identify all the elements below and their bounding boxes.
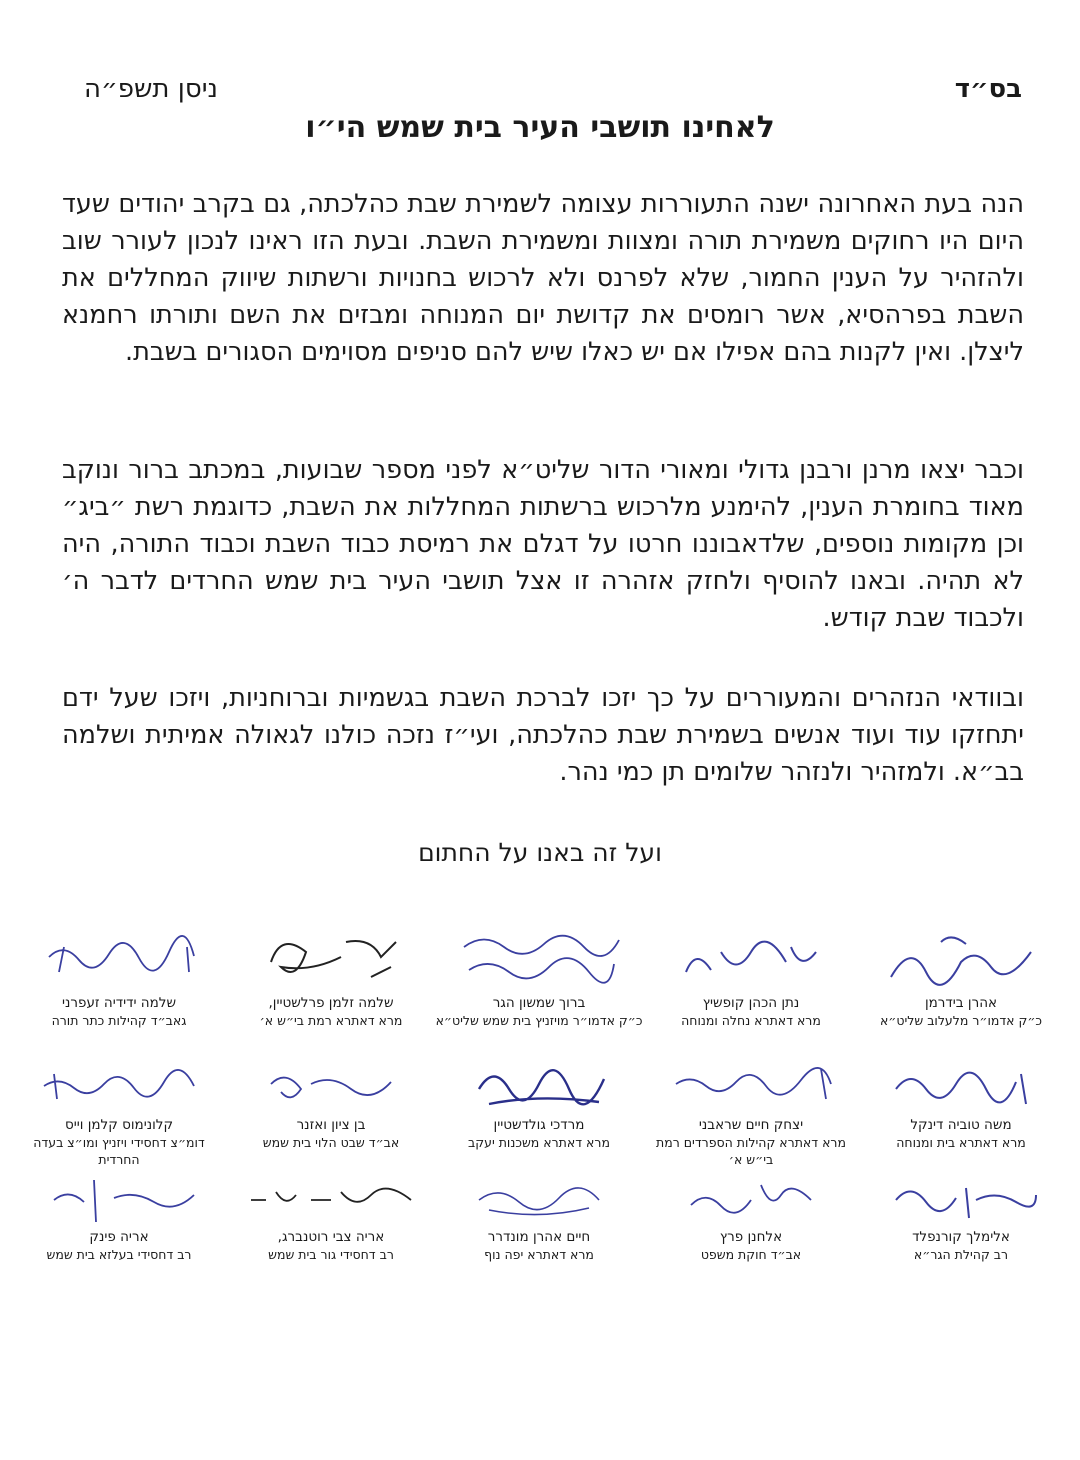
signatory (14, 1170, 224, 1263)
handwritten-signature (881, 1170, 1041, 1226)
signatory (434, 1054, 644, 1151)
signatory-name: שלמה ידידיה זעפרני (61, 995, 177, 1011)
signatory-role: מרא דאתרא רמת בי״ש א׳ (259, 1013, 403, 1028)
handwritten-signature (881, 922, 1041, 992)
handwritten-signature (251, 922, 411, 992)
closing-line: ועל זה באנו על החתום (418, 838, 662, 867)
signatory-role: מרא דאתרא נחלה ומנוחה (681, 1013, 821, 1028)
signatory (434, 1170, 644, 1263)
signatory-role: רב דחסידי גור בית שמש (268, 1247, 394, 1262)
signatory (14, 1054, 224, 1168)
signatory-role: אב״ד חוקת משפט (700, 1247, 802, 1262)
signatory (646, 1054, 856, 1168)
handwritten-signature (671, 922, 831, 992)
signatory-role: מרא דאתרא יפה נוף (484, 1247, 594, 1262)
signatory (226, 922, 436, 1029)
signatory-name: קלונימוס קלמן וייס (64, 1117, 174, 1133)
signatory-name: שלמה זלמן פרלשטיין, (268, 995, 394, 1011)
signatory-name: אלימלך קורנפלד (912, 1229, 1010, 1245)
signatory-name: מרדכי גולדשטיין (493, 1117, 585, 1133)
letter-title: לאחינו תושבי העיר בית שמש הי״ו (305, 110, 775, 145)
signatory-name: בן ציון ואזנר (296, 1117, 366, 1133)
signatory-name: נתן הכהן קופשיץ (702, 995, 800, 1011)
handwritten-signature (39, 922, 199, 992)
signatory-role: רב דחסידי בעלזא בית שמש (46, 1247, 192, 1262)
handwritten-signature (881, 1054, 1041, 1114)
signatory-name: יצחק חיים שראבני (698, 1117, 804, 1133)
signatory (14, 922, 224, 1029)
handwritten-signature (671, 1170, 831, 1226)
handwritten-signature (34, 1170, 204, 1226)
signatory-role: כ״ק אדמו״ר מלעלוב שליט״א (879, 1013, 1043, 1028)
signatory-role: מרא דאתרא משכנות יעקב (468, 1135, 610, 1150)
signatory-name: אלחנן פרץ (719, 1229, 783, 1245)
signatory (226, 1170, 436, 1263)
signatory-role: כ״ק אדמו״ר מויזניץ בית שמש שליט״א (435, 1013, 643, 1028)
signatory-name: חיים אהרן מונדרר (487, 1229, 591, 1245)
signatory (646, 1170, 856, 1263)
signatory-name: משה טוביה דינקל (910, 1117, 1012, 1133)
signatory (434, 922, 644, 1029)
letter-date: ניסן תשפ״ה (84, 74, 218, 104)
handwritten-signature (29, 1054, 209, 1114)
signatory-name: ברוך שמשון הגר (492, 995, 586, 1011)
signatory-name: אהרן בידרמן (924, 995, 998, 1011)
signatory-role: רב קהילת הגר״א (913, 1247, 1009, 1262)
signatory-role: אב״ד שבט הלוי בית שמש (262, 1135, 400, 1150)
signatory-name: אריה פינק (89, 1229, 149, 1245)
body-paragraph-2: וכבר יצאו מרנן ורבנן גדולי ומאורי הדור שליט״א לפני מספר שבועות, במכתב ברור ונוקב מאוד בחומרת הענין, להימנע מלרכוש ברשתות המחללות את השבת, כדוגמת רשת ״ביג״ וכן מקומות נוספים, שלדאבוננו חרטו על דגלם את רמיסת כבוד השבת וכבוד התורה, היה לא תהיה. ובאנו להוסיף ולחזק אזהרה זו אצל תושבי העיר בית שמש החרדים לדבר ה׳ ולכבוד שבת קודש. (62, 455, 1024, 633)
signatory-name: אריה צבי רוטנברג, (277, 1229, 385, 1245)
body-paragraph-1: הנה בעת האחרונה ישנה התעוררות עצומה לשמירת שבת כהלכתה, גם בקרב יהודים שעד היום היו רחוקים משמירת תורה ומצוות ומשמירת השבת. ובעת הזו ראינו לנכון לעורר שוב ולהזהיר על הענין החמור, שלא לפרנס ולא לרכוש בחנויות ורשתות שיווק המחללים את השבת בפרהסיא, אשר רומסים את קדושת יום המנוחה ומבזים את השם ותורתו רחמנא ליצלן. ואין לקנות בהם אפילו אם יש כאלו שיש להם סניפים מסוימים הסגורים בשבת. (62, 189, 1024, 367)
signatory (646, 922, 856, 1029)
signatory (226, 1054, 436, 1151)
besiyata-dishmaya-mark: בס״ד (954, 74, 1022, 104)
signatory (856, 1170, 1066, 1263)
handwritten-signature (661, 1054, 841, 1114)
signatures-section (14, 922, 1066, 1272)
body-paragraph-3: ובוודאי הנזהרים והמעוררים על כך יזכו לברכת השבת בגשמיות וברוחניות, ויזכו שעל ידם יתחזקו עוד ועוד אנשים בשמירת שבת כהלכתה, ועי״ז נזכה כולנו לגאולה אמיתית ושלמה בב״א. ולמזהיר ולנזהר שלומים תן כמי נהר. (62, 683, 1024, 787)
signatory-role: דומ״צ דחסידי ויזניץ ומו״צ בעדה החרדית (33, 1135, 205, 1167)
signatory-role: מרא דאתרא בית ומנוחה (896, 1135, 1026, 1150)
signatory (856, 922, 1066, 1029)
handwritten-signature (251, 1054, 411, 1114)
handwritten-signature (459, 1054, 619, 1114)
handwritten-signature (236, 1170, 426, 1226)
signatory (856, 1054, 1066, 1151)
handwritten-signature (459, 1170, 619, 1226)
signatory-role: גאב״ד קהילות כתר תורה (51, 1013, 187, 1028)
handwritten-signature (444, 922, 634, 992)
signatory-role: מרא דאתרא קהילות הספרדים רמת בי״ש א׳ (656, 1135, 846, 1167)
